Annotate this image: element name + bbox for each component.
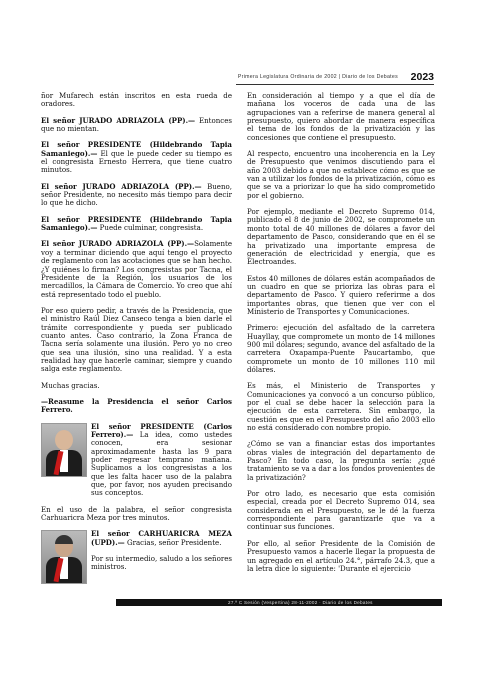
paragraph: En consideración al tiempo y a que el día de mañana los voceros de cada una de las agrupaciones van a referirse de manera general al presupuesto, quiero abordar de manera específica el tema de los fondos de la privatización y las concesiones que contiene el presupuesto. bbox=[247, 91, 435, 142]
speaker-name: El señor JURADO ADRIAZOLA (PP).— bbox=[41, 239, 195, 249]
speaker-name: El señor PRESIDENTE (Hildebrando Tapia Samaniego).— bbox=[41, 140, 232, 158]
paragraph: Primero: ejecución del asfaltado de la carretera Huayllay, que compromete un monto de 14 millones 900 mil dólares; segundo, avance del asfaltado de la carretera Oxapampa-Puente Paucartambo, que compromete un monto de 10 millones 110 mil dólares. bbox=[247, 323, 435, 374]
paragraph: Al respecto, encuentro una incoherencia en la Ley de Presupuesto que venimos discutiendo para el año 2003 debido a que no establece cómo es que se van a utilizar los fondos de la privatización, cómo es que se va a priorizar lo que ha sido comprometido por el gobierno. bbox=[247, 149, 435, 200]
paragraph: El señor PRESIDENTE (Hildebrando Tapia Samaniego).— El que le puede ceder su tiempo es el congresista Ernesto Herrera, que tiene cuatro minutos. bbox=[41, 140, 232, 175]
speaker-name: El señor PRESIDENTE (Carlos Ferrero).— bbox=[91, 421, 232, 439]
speaker-name: El señor PRESIDENTE (Hildebrando Tapia Samaniego).— bbox=[41, 214, 232, 233]
footer-bar bbox=[116, 599, 442, 606]
paragraph: El señor PRESIDENTE (Carlos Ferrero).— La idea, como ustedes conocen, era sesionar aproximadamente hasta las 9 para poder regresar temprano mañana. Suplicamos a los congresistas a los que les falta hacer uso de la palabra que, por favor, nos ayuden precisando sus conceptos. bbox=[91, 421, 232, 498]
speaker-name: El señor JURADO ADRIAZOLA (PP).— bbox=[41, 181, 202, 191]
stage-direction: —Reasume la Presidencia el señor Carlos Ferrero. bbox=[41, 396, 232, 415]
running-title: Primera Legislatura Ordinaria de 2002 | Diario de los Debates bbox=[237, 74, 398, 80]
paragraph: Por otro lado, es necesario que esta comisión especial, creada por el Decreto Supremo 014, sea considerada en el Presupuesto, se le dé la fuerza correspondiente para garantizarle que va a continuar sus funciones. bbox=[247, 489, 435, 532]
right-column bbox=[247, 92, 435, 581]
paragraph: ñor Mufarech están inscritos en esta rueda de oradores. bbox=[41, 91, 232, 109]
speaker-block-carhuaricra bbox=[41, 530, 232, 584]
speaker-name: El señor JURADO ADRIAZOLA (PP).— bbox=[41, 115, 196, 125]
paragraph: Por ello, al señor Presidente de la Comisión de Presupuesto vamos a hacerle llegar la propuesta de un agregado en el artículo 24.°, párrafo 24.3, que a la letra dice lo siguiente: 'Durante el ejercicio bbox=[247, 538, 435, 573]
paragraph: Por su intermedio, saludo a los señores ministros. bbox=[91, 554, 232, 572]
paragraph: En el uso de la palabra, el señor congresista Carhuaricra Meza por tres minutos. bbox=[41, 504, 232, 523]
left-column bbox=[41, 92, 232, 584]
page-number: 2023 bbox=[410, 71, 434, 83]
footer-text: 27.ª C Sesión (Vespertina) 28-11-2002 · Diario de los Debates bbox=[228, 600, 373, 605]
paragraph: Estos 40 millones de dólares están acompañados de un cuadro en que se prioriza las obras para el departamento de Pasco. Y quiero referirme a dos importantes obras, que tienen que ver con el Ministerio de Transportes y Comunicaciones. bbox=[247, 273, 435, 316]
paragraph: ¿Cómo se van a financiar estas dos importantes obras viales de integración del departamento de Pasco? En todo caso, la pregunta sería: ¿qué tratamiento se va a dar a los fondos provenientes de la privatización? bbox=[247, 439, 435, 482]
speaker-name: El señor CARHUARICRA MEZA (UPD).— bbox=[91, 529, 232, 547]
paragraph: Por eso quiero pedir, a través de la Presidencia, que el ministro Raúl Diez Canseco tenga a bien darle el trámite correspondiente y pueda ser publicado cuanto antes. Caso contrario, la Zona Franca de Tacna sería solamente una ilusión. Pero yo no creo que sea una ilusión, sino una realidad. Y a esta realidad hay que hacerle caminar, siempre y cuando salga este reglamento. bbox=[41, 305, 232, 374]
paragraph: Por ejemplo, mediante el Decreto Supremo 014, publicado el 8 de junio de 2002, se compromete un monto total de 40 millones de dólares a favor del departamento de Pasco, considerando que en él se ha privatizado una importante empresa de generación de electricidad y energía, que es Electroandes. bbox=[247, 207, 435, 267]
speaker-photo-ferrero bbox=[41, 423, 87, 477]
paragraph: Muchas gracias. bbox=[41, 380, 100, 390]
paragraph: El señor CARHUARICRA MEZA (UPD).— Gracias, señor Presidente. bbox=[91, 529, 232, 547]
paragraph: El señor JURADO ADRIAZOLA (PP).— Entonces que no mientan. bbox=[41, 115, 232, 134]
speaker-photo-carhuaricra bbox=[41, 530, 87, 584]
speaker-block-ferrero bbox=[41, 423, 232, 498]
paragraph: El señor PRESIDENTE (Hildebrando Tapia Samaniego).— Puede culminar, congresista. bbox=[41, 214, 232, 233]
paragraph: El señor JURADO ADRIAZOLA (PP).— Bueno, señor Presidente, no necesito más tiempo para decir lo que he dicho. bbox=[41, 181, 232, 208]
running-header bbox=[236, 72, 434, 85]
paragraph: Es más, el Ministerio de Transportes y Comunicaciones ya convocó a un concurso público, por el cual se debe hacer la selección para la ejecución de esta carretera. Sin embargo, la cuestión es que en el Presupuesto del año 2003 ello no está considerado con nombre propio. bbox=[247, 381, 435, 433]
paragraph: El señor JURADO ADRIAZOLA (PP).—Solamente voy a terminar diciendo que aquí tengo el proyecto de reglamento con las acotaciones que se han hecho. ¿Y quiénes lo firman? Los congresistas por Tacna, el Presidente de la Región, los usuarios de los mercadillos, la Cámara de Comercio. Yo creo que ahí está representado todo el pueblo. bbox=[41, 239, 232, 299]
